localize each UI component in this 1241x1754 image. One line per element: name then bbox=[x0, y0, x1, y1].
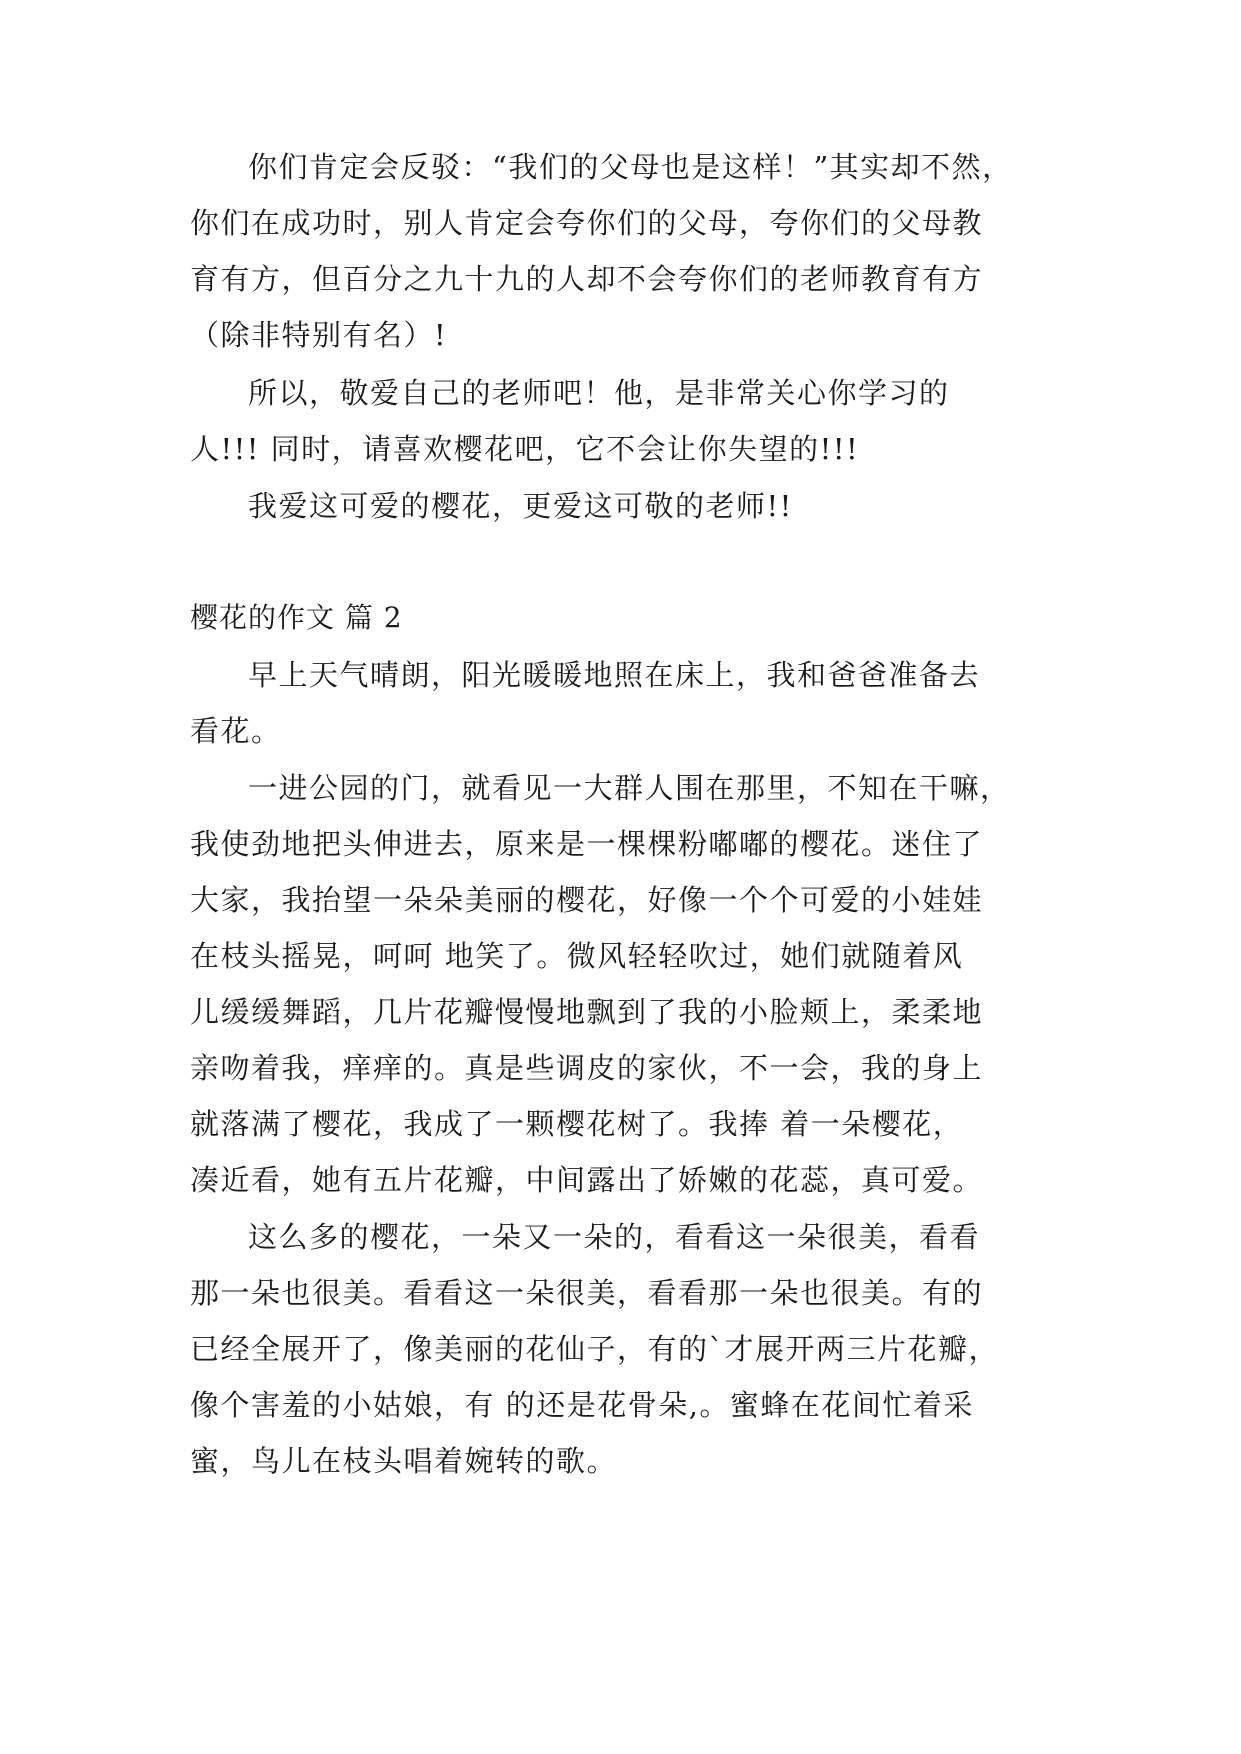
paragraph-line: 已经全展开了，像美丽的花仙子，有的`才展开两三片花瓣， bbox=[190, 1332, 1000, 1366]
paragraph-line: 你们肯定会反驳：“我们的父母也是这样！”其实却不然， bbox=[248, 150, 1013, 184]
paragraph-line: 看花。 bbox=[190, 714, 282, 748]
section-heading: 樱花的作文 篇 2 bbox=[190, 601, 403, 634]
paragraph-line: 人!!! 同时，请喜欢樱花吧，它不会让你失望的!!! bbox=[190, 432, 860, 466]
paragraph-line: 早上天气晴朗，阳光暖暖地照在床上，我和爸爸准备去 bbox=[248, 658, 981, 692]
paragraph-line: 那一朵也很美。看看这一朵很美，看看那一朵也很美。有的 bbox=[190, 1276, 984, 1310]
paragraph-line: （除非特别有名）! bbox=[190, 318, 448, 352]
paragraph-line: 亲吻着我，痒痒的。真是些调皮的家伙，不一会，我的身上 bbox=[190, 1051, 984, 1085]
paragraph-line: 这么多的樱花，一朵又一朵的，看看这一朵很美，看看 bbox=[248, 1220, 981, 1254]
paragraph-line: 蜜，鸟儿在枝头唱着婉转的歌。 bbox=[190, 1444, 618, 1478]
paragraph-line: 像个害羞的小姑娘，有 的还是花骨朵,。蜜蜂在花间忙着采 bbox=[190, 1388, 974, 1422]
paragraph-line: 儿缓缓舞蹈，几片花瓣慢慢地飘到了我的小脸颊上，柔柔地 bbox=[190, 995, 984, 1029]
paragraph-line: 在枝头摇晃，呵呵 地笑了。微风轻轻吹过，她们就随着风 bbox=[190, 939, 964, 973]
paragraph-line: 凑近看，她有五片花瓣，中间露出了娇嫩的花蕊，真可爱。 bbox=[190, 1163, 984, 1197]
paragraph-line: 我爱这可爱的樱花，更爱这可敬的老师!! bbox=[248, 489, 793, 523]
paragraph-line: 我使劲地把头伸进去，原来是一棵棵粉嘟嘟的樱花。迷住了 bbox=[190, 827, 984, 861]
paragraph-line: 大家，我抬望一朵朵美丽的樱花，好像一个个可爱的小娃娃 bbox=[190, 883, 984, 917]
paragraph-line: 所以，敬爱自己的老师吧！他，是非常关心你学习的 bbox=[248, 376, 950, 410]
paragraph-line: 你们在成功时，别人肯定会夸你们的父母，夸你们的父母教 bbox=[190, 206, 984, 240]
paragraph-line: 育有方，但百分之九十九的人却不会夸你们的老师教育有方 bbox=[190, 262, 984, 296]
paragraph-line: 一进公园的门，就看见一大群人围在那里，不知在干嘛， bbox=[248, 771, 1011, 805]
paragraph-line: 就落满了樱花，我成了一颗樱花树了。我捧 着一朵樱花， bbox=[190, 1107, 964, 1141]
